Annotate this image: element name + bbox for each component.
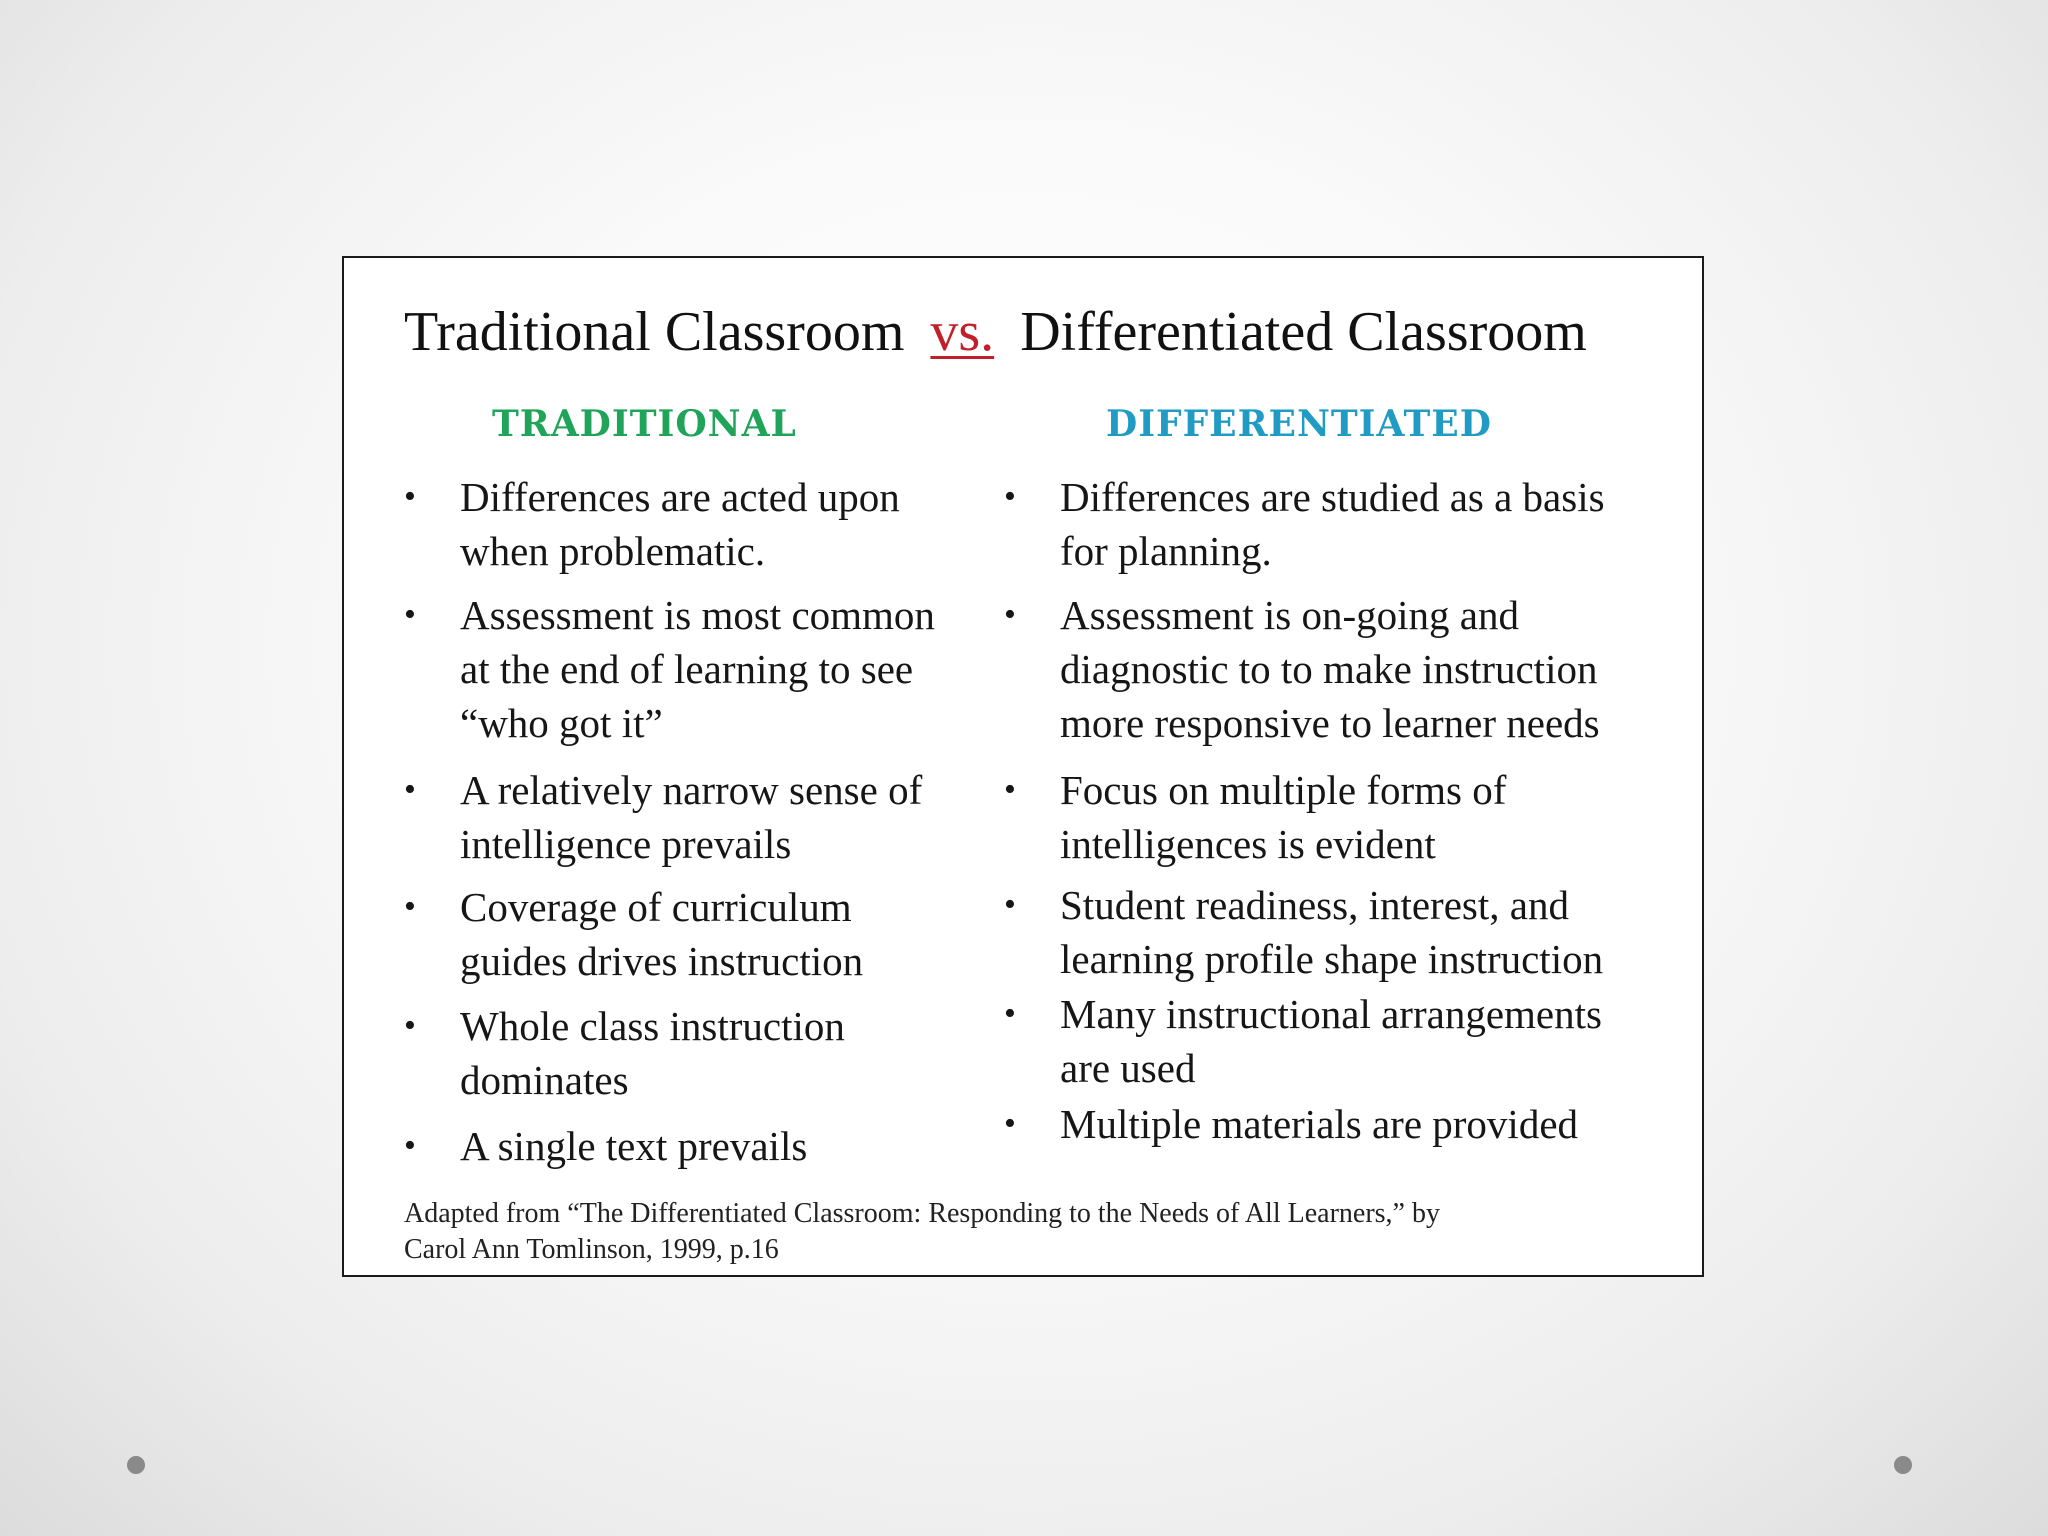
traditional-item: • A relatively narrow sense of intelligence prevails: [404, 763, 922, 871]
slide-title: [404, 302, 1694, 364]
differentiated-item: • Differences are studied as a basis for planning.: [1004, 470, 1605, 578]
traditional-item: • A single text prevails: [404, 1119, 807, 1173]
source-citation: Adapted from “The Differentiated Classroom: Responding to the Needs of All Learners,” by Carol Ann Tomlinson, 1999, p.16: [404, 1198, 1440, 1265]
differentiated-item: • Student readiness, interest, and learning profile shape instruction: [1004, 878, 1603, 986]
slide-nav-dot-right[interactable]: [1894, 1456, 1912, 1474]
title-traditional: Traditional Classroom: [404, 301, 905, 363]
comparison-card: [342, 256, 1704, 1277]
traditional-heading: TRADITIONAL: [492, 403, 797, 445]
differentiated-item: • Focus on multiple forms of intelligences is evident: [1004, 763, 1506, 871]
differentiated-item: • Many instructional arrangements are used: [1004, 987, 1602, 1095]
traditional-item: • Coverage of curriculum guides drives instruction: [404, 880, 863, 988]
traditional-item: • Whole class instruction dominates: [404, 999, 845, 1107]
title-differentiated: Differentiated Classroom: [1020, 301, 1587, 363]
differentiated-heading: DIFFERENTIATED: [1106, 403, 1492, 445]
title-vs: vs.: [930, 301, 995, 363]
differentiated-item: • Assessment is on-going and diagnostic to to make instruction more responsive to learner needs: [1004, 588, 1600, 750]
traditional-item: • Assessment is most common at the end of learning to see “who got it”: [404, 588, 935, 750]
traditional-item: • Differences are acted upon when problematic.: [404, 470, 900, 578]
slide-nav-dot-left[interactable]: [127, 1456, 145, 1474]
differentiated-item: • Multiple materials are provided: [1004, 1097, 1578, 1151]
